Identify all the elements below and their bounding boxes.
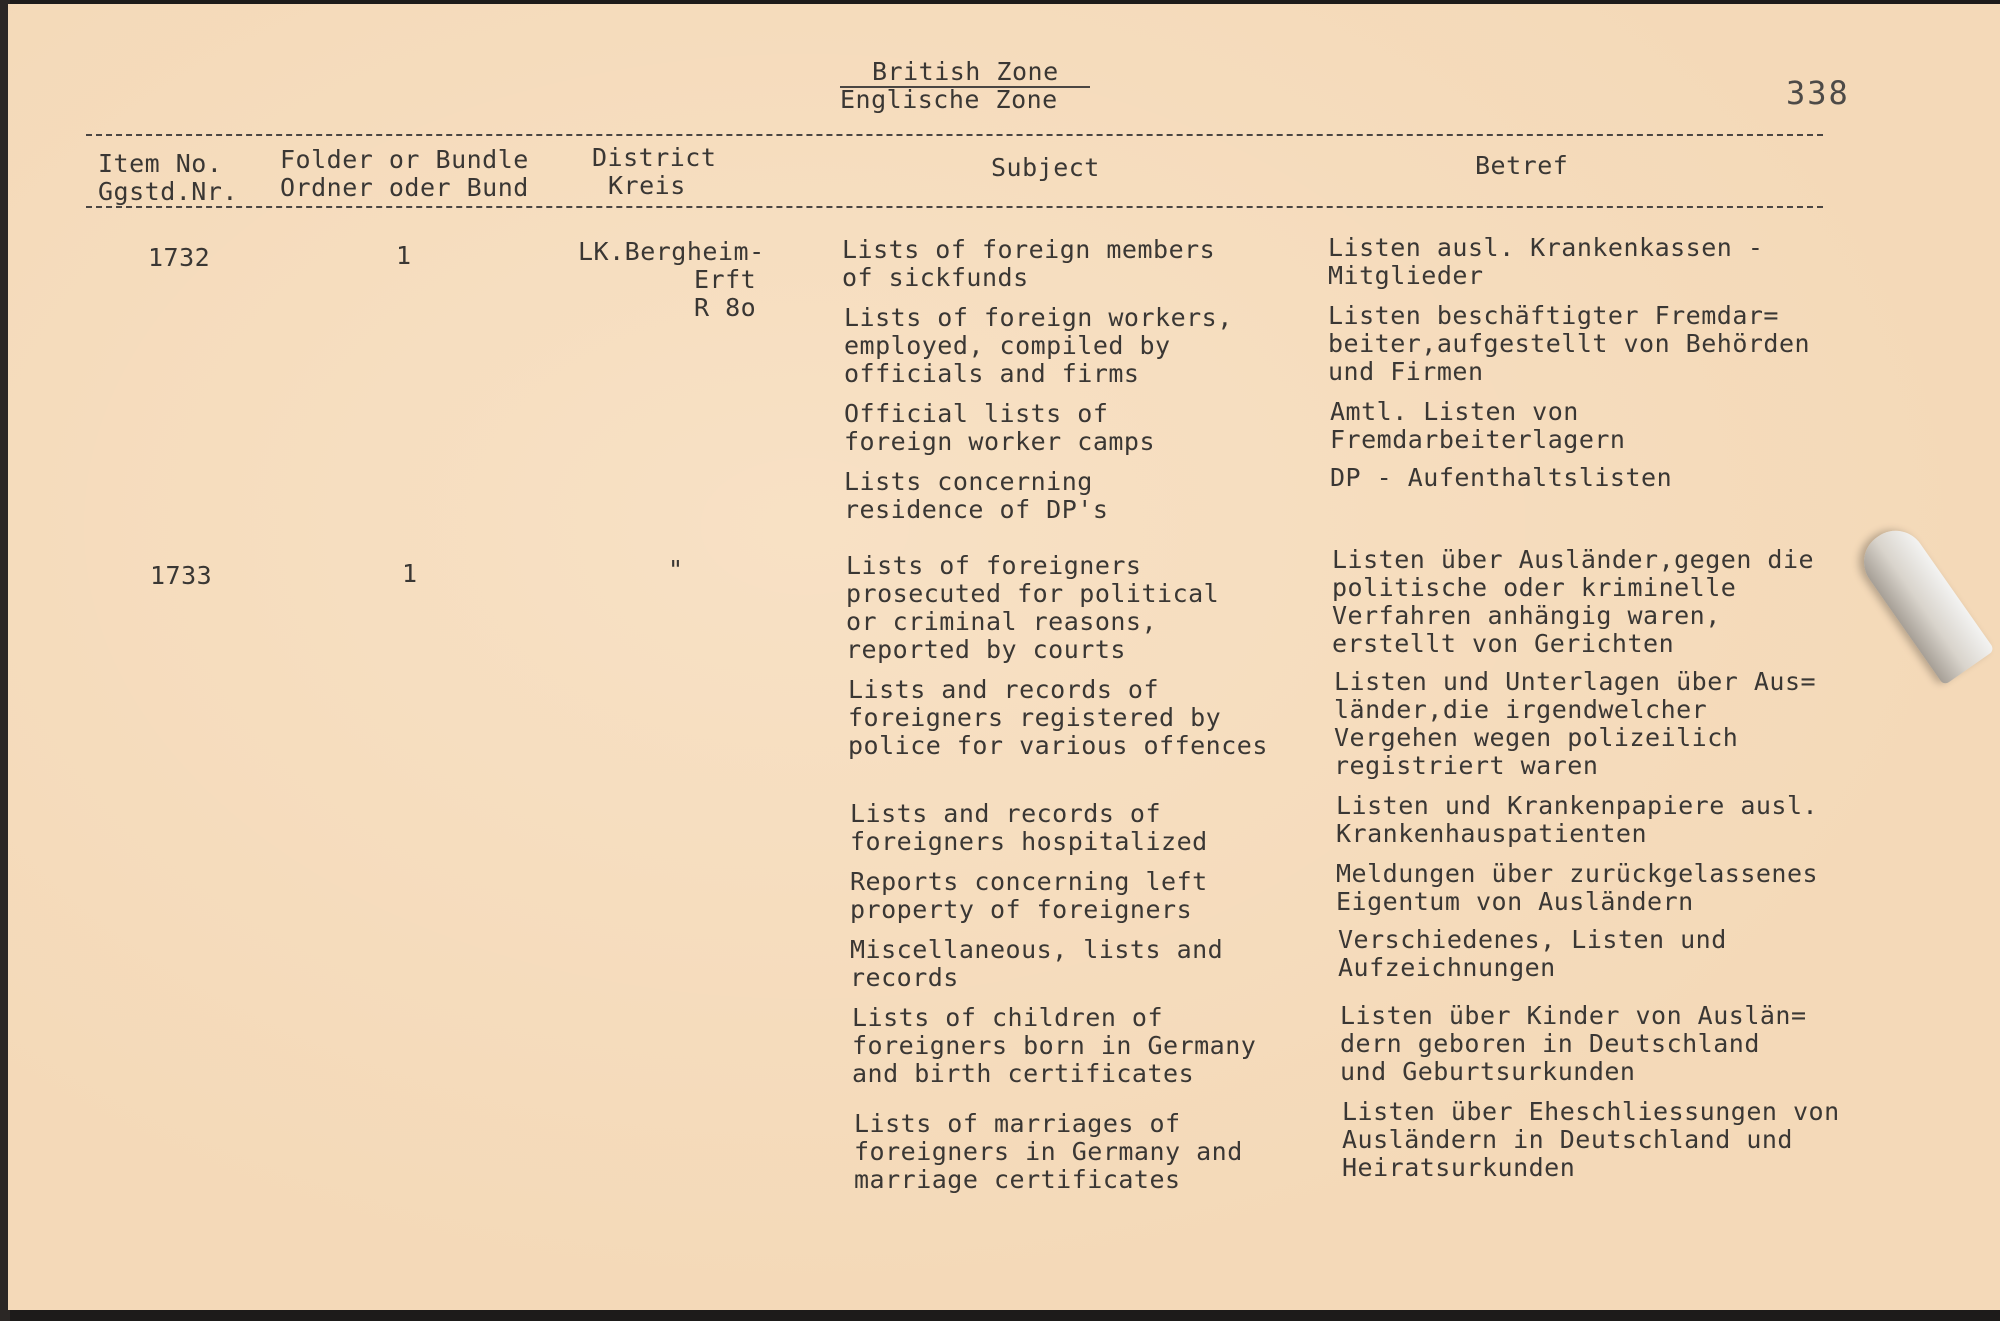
betreff-line: Ausländern in Deutschland und [1342, 1125, 1793, 1154]
subject-line: of sickfunds [842, 263, 1029, 292]
subject-line: Lists of marriages of [854, 1109, 1181, 1138]
subject-line: employed, compiled by [844, 331, 1171, 360]
betreff-line: Mitglieder [1328, 261, 1484, 290]
betreff-line: Krankenhauspatienten [1336, 819, 1648, 848]
betreff-line: Listen über Eheschliessungen von [1342, 1097, 1840, 1126]
subject-line: Lists of foreign workers, [844, 303, 1233, 332]
metal-clip [1852, 519, 1995, 686]
column-header-district-de: Kreis [608, 171, 686, 200]
subject-line: records [850, 963, 959, 992]
betreff-line: Meldungen über zurückgelassenes [1336, 859, 1819, 888]
betreff-line: Verfahren anhängig waren, [1332, 601, 1721, 630]
betreff-line: registriert waren [1334, 751, 1599, 780]
district-name: Erft [694, 265, 757, 294]
betreff-line: Listen und Krankenpapiere ausl. [1336, 791, 1819, 820]
subject-line: foreigners hospitalized [850, 827, 1208, 856]
subject-line: Lists and records of [848, 675, 1160, 704]
subject-line: Lists of foreigners [846, 551, 1142, 580]
subject-line: property of foreigners [850, 895, 1193, 924]
column-header-subject: Subject [991, 153, 1100, 182]
folder-number: 1 [396, 241, 412, 270]
document-page [8, 4, 2000, 1310]
header-top-rule [86, 134, 1823, 136]
page-number: 338 [1786, 74, 1850, 112]
column-header-item-en: Item No. [98, 149, 223, 178]
betreff-line: Aufzeichnungen [1338, 953, 1556, 982]
betreff-line: beiter,aufgestellt von Behörden [1328, 329, 1811, 358]
betreff-line: und Firmen [1328, 357, 1484, 386]
zone-title-german: Englische Zone [840, 85, 1058, 114]
subject-line: Official lists of [844, 399, 1109, 428]
subject-line: prosecuted for political [846, 579, 1220, 608]
betreff-line: Fremdarbeiterlagern [1330, 425, 1626, 454]
subject-line: foreign worker camps [844, 427, 1156, 456]
subject-line: Lists and records of [850, 799, 1162, 828]
betreff-line: länder,die irgendwelcher [1334, 695, 1708, 724]
header-bottom-rule [86, 206, 1823, 208]
item-number-1733: 1733 [150, 561, 213, 590]
column-header-item-de: Ggstd.Nr. [98, 177, 238, 206]
betreff-line: Amtl. Listen von [1330, 397, 1579, 426]
subject-line: Lists of children of [852, 1003, 1164, 1032]
column-header-betreff: Betref [1475, 151, 1569, 180]
betreff-line: dern geboren in Deutschland [1340, 1029, 1760, 1058]
subject-line: Miscellaneous, lists and [850, 935, 1224, 964]
subject-line: reported by courts [846, 635, 1126, 664]
subject-line: or criminal reasons, [846, 607, 1158, 636]
subject-line: Lists of foreign members [842, 235, 1216, 264]
zone-title-english: British Zone [872, 57, 1059, 86]
subject-line: and birth certificates [852, 1059, 1195, 1088]
subject-line: Reports concerning left [850, 867, 1208, 896]
subject-line: foreigners born in Germany [852, 1031, 1257, 1060]
item-number-1732: 1732 [148, 243, 211, 272]
subject-line: marriage certificates [854, 1165, 1181, 1194]
betreff-line: Verschiedenes, Listen und [1338, 925, 1727, 954]
betreff-line: Vergehen wegen polizeilich [1334, 723, 1739, 752]
betreff-line: Listen und Unterlagen über Aus= [1334, 667, 1817, 696]
subject-line: Lists concerning [844, 467, 1093, 496]
column-header-folder-en: Folder or Bundle [280, 145, 529, 174]
district-name: LK.Bergheim- [578, 237, 765, 266]
betreff-line: Listen über Ausländer,gegen die [1332, 545, 1815, 574]
betreff-line: Listen über Kinder von Auslän= [1340, 1001, 1807, 1030]
betreff-line: und Geburtsurkunden [1340, 1057, 1636, 1086]
subject-line: officials and firms [844, 359, 1140, 388]
district-ditto-mark: " [668, 555, 684, 584]
betreff-line: erstellt von Gerichten [1332, 629, 1675, 658]
betreff-line: Listen ausl. Krankenkassen - [1328, 233, 1764, 262]
betreff-line: politische oder kriminelle [1332, 573, 1737, 602]
district-code: R 8o [694, 293, 757, 322]
subject-line: police for various offences [848, 731, 1268, 760]
column-header-folder-de: Ordner oder Bund [280, 173, 529, 202]
betreff-line: DP - Aufenthaltslisten [1330, 463, 1673, 492]
column-header-district-en: District [592, 143, 717, 172]
betreff-line: Listen beschäftigter Fremdar= [1328, 301, 1779, 330]
betreff-line: Heiratsurkunden [1342, 1153, 1576, 1182]
subject-line: residence of DP's [844, 495, 1109, 524]
subject-line: foreigners in Germany and [854, 1137, 1243, 1166]
subject-line: foreigners registered by [848, 703, 1222, 732]
betreff-line: Eigentum von Ausländern [1336, 887, 1694, 916]
folder-number: 1 [402, 559, 418, 588]
